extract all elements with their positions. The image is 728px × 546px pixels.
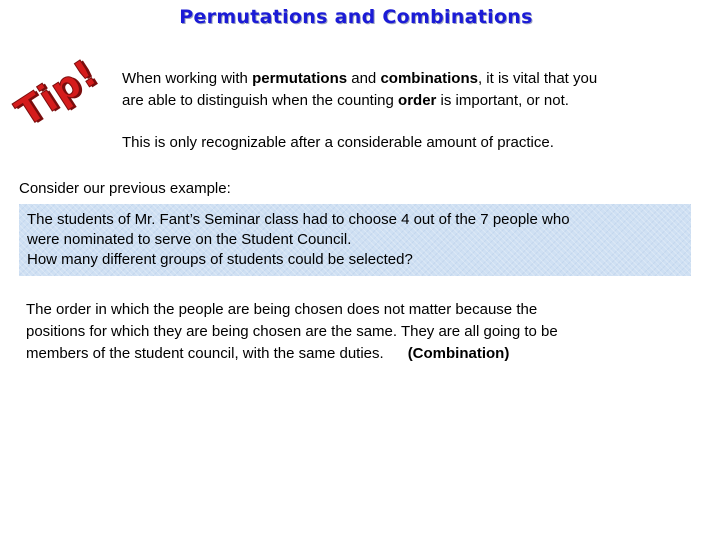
- intro-text-segment: and: [347, 70, 381, 87]
- tip-label: Tip!: [8, 50, 106, 135]
- intro-text-segment: When working with: [122, 70, 253, 87]
- problem-box: [19, 204, 691, 276]
- explanation-text: [26, 299, 706, 365]
- problem-line: The students of Mr. Fant’s Seminar class had to choose 4 out of the 7 people who: [27, 211, 570, 228]
- term-combinations: combinations: [380, 70, 478, 87]
- intro-text: [122, 68, 712, 154]
- page-title: Permutations and Combinations: [179, 6, 533, 28]
- intro-text-segment: is important, or not.: [436, 92, 569, 109]
- explanation-line: positions for which they are being chosen are the same. They are all going to be: [26, 323, 558, 340]
- answer-label: (Combination): [407, 345, 510, 362]
- explanation-line: members of the student council, with the same duties.: [26, 345, 384, 362]
- intro-paragraph-2: This is only recognizable after a considerable amount of practice.: [122, 134, 554, 151]
- intro-paragraph-1: [122, 68, 712, 112]
- term-order: order: [398, 92, 437, 109]
- consider-label: Consider our previous example:: [19, 180, 231, 197]
- explanation-line: The order in which the people are being chosen does not matter because the: [26, 301, 538, 318]
- intro-text-segment: are able to distinguish when the counting: [122, 92, 399, 109]
- explanation-line-3: [26, 343, 706, 365]
- term-permutations: permutations: [252, 70, 348, 87]
- problem-line: How many different groups of students could be selected?: [27, 251, 413, 268]
- tip-graphic: [4, 50, 114, 158]
- problem-line: were nominated to serve on the Student Council.: [27, 231, 352, 248]
- intro-text-segment: , it is vital that you: [477, 70, 598, 87]
